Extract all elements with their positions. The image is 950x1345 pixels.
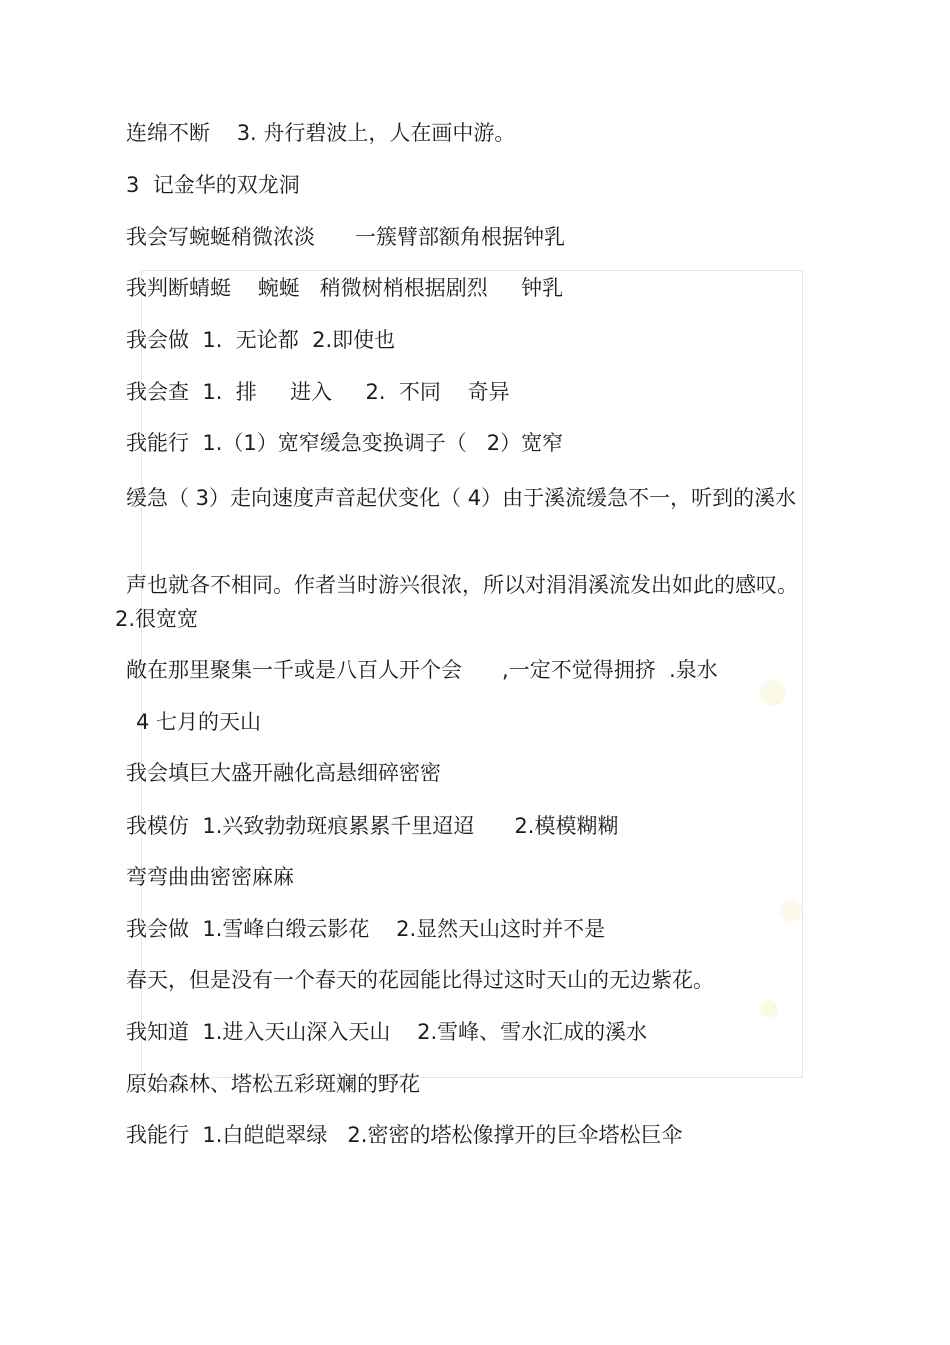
watermark-blot [780, 900, 802, 922]
text-line: 我会做 1. 无论都 2.即使也 [126, 328, 396, 352]
text-line: 弯弯曲曲密密麻麻 [126, 865, 294, 889]
text-paragraph: 缓急（ 3）走向速度声音起伏变化（ 4）由于溪流缓急不一，听到的溪水 [126, 486, 797, 510]
text-paragraph: 声也就各不相同。作者当时游兴很浓，所以对涓涓溪流发出如此的感叹。 2.很宽宽 [115, 573, 798, 631]
text-line: 我模仿 1.兴致勃勃斑痕累累千里迢迢 2.模模糊糊 [126, 814, 619, 838]
section-heading: 4 七月的天山 [136, 710, 262, 734]
watermark-blot [760, 1000, 778, 1018]
text-line: 我会查 1. 排 进入 2. 不同 奇异 [126, 380, 510, 404]
text-line: 我会填巨大盛开融化高悬细碎密密 [126, 761, 441, 785]
text-line: 我会写蜿蜒稍微浓淡 一簇臂部额角根据钟乳 [126, 225, 566, 249]
watermark-blot [760, 680, 786, 706]
text-line: 敞在那里聚集一千或是八百人开个会 ,一定不觉得拥挤 .泉水 [126, 658, 718, 682]
text-line: 我判断蜻蜓 蜿蜒 稍微树梢根据剧烈 钟乳 [126, 276, 564, 300]
text-line: 我会做 1.雪峰白缎云影花 2.显然天山这时并不是 [126, 917, 606, 941]
text-line: 连绵不断 3. 舟行碧波上，人在画中游。 [126, 121, 516, 145]
text-line: 我知道 1.进入天山深入天山 2.雪峰、雪水汇成的溪水 [126, 1020, 648, 1044]
section-heading: 3 记金华的双龙洞 [126, 173, 300, 197]
text-line: 春天，但是没有一个春天的花园能比得过这时天山的无边紫花。 [126, 968, 714, 992]
text-line: 我能行 1.白皑皑翠绿 2.密密的塔松像撑开的巨伞塔松巨伞 [126, 1123, 683, 1147]
text-line: 原始森林、塔松五彩斑斓的野花 [126, 1072, 420, 1096]
text-line: 我能行 1.（1）宽窄缓急变换调子（ 2）宽窄 [126, 431, 564, 455]
